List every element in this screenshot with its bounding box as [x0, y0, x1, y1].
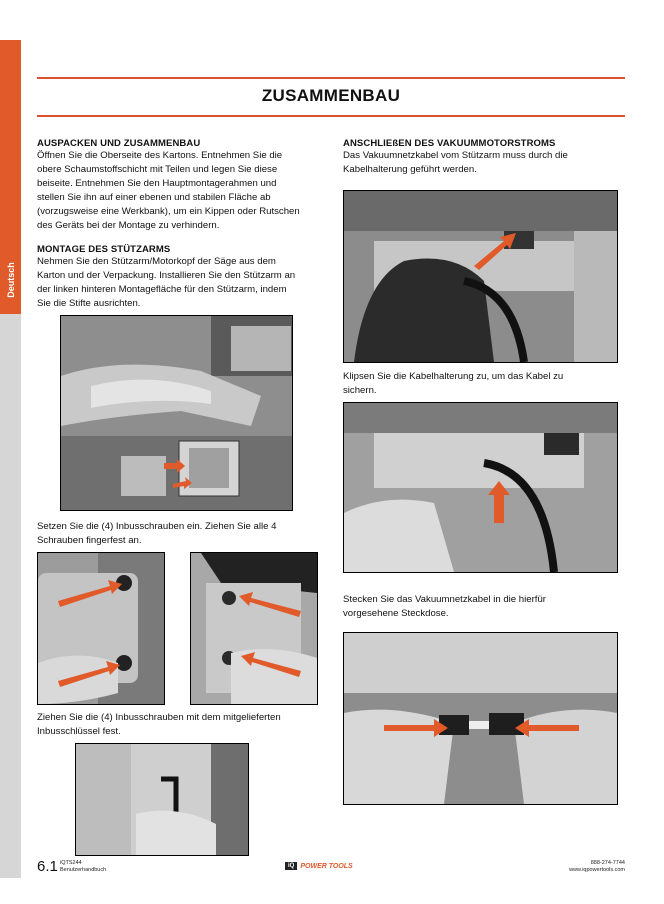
page-title: ZUSAMMENBAU	[261, 86, 401, 105]
text-line: Schrauben fingerfest an.	[37, 535, 142, 546]
text-line: Setzen Sie die (4) Inbusschrauben ein. Ziehen Sie alle 4	[37, 521, 277, 532]
footer-website: www.iqpowertools.com	[569, 867, 625, 873]
brand-logo	[285, 862, 353, 870]
text-line: Klipsen Sie die Kabelhalterung zu, um das Kabel zu	[343, 371, 564, 382]
text-line: Sie die Stifte ausrichten.	[37, 298, 141, 309]
text-line: Karton und der Verpackung. Installieren Sie den Stützarm an	[37, 270, 296, 281]
logo-text: POWER TOOLS	[300, 862, 353, 870]
text-line: Kabelhalterung geführt werden.	[343, 164, 477, 175]
text-line: Das Vakuumnetzkabel vom Stützarm muss durch die	[343, 150, 568, 161]
text-line: der linken hinteren Montagefläche für den Stützarm, indem	[37, 284, 287, 295]
text-line: Nehmen Sie den Stützarm/Motorkopf der Säge aus dem	[37, 256, 276, 267]
photo-clip-cable	[343, 402, 618, 573]
text-line: Stecken Sie das Vakuumnetzkabel in die hierfür	[343, 594, 547, 605]
header-rule-bottom	[37, 115, 625, 117]
header-rule-top	[37, 77, 625, 79]
photo-screws-left	[37, 552, 165, 705]
text-line: (vorzugsweise eine Werkbank), um ein Kippen oder Rutschen	[37, 206, 300, 217]
caption-clip-holder	[343, 370, 563, 398]
caption-insert-screws	[37, 520, 276, 548]
footer-model: iQTS244	[60, 860, 82, 866]
text-line: Inbusschlüssel fest.	[37, 726, 121, 737]
footer-manual: Benutzerhandbuch	[60, 867, 107, 873]
section-heading-unpacking: AUSPACKEN UND ZUSAMMENBAU	[37, 138, 201, 149]
text-line: beiseite. Entnehmen Sie den Hauptmontagerahmen und	[37, 178, 277, 189]
text-line: Ziehen Sie die (4) Inbusschrauben mit dem mitgelieferten	[37, 712, 281, 723]
footer-phone: 888-274-7744	[590, 860, 625, 866]
photo-cable-holder	[343, 190, 618, 363]
footer-contact	[569, 860, 625, 874]
text-line: vorgesehene Steckdose.	[343, 608, 449, 619]
text-line: sichern.	[343, 385, 377, 396]
photo-install-support-arm	[60, 315, 293, 511]
caption-plug-in	[343, 593, 546, 621]
footer-model-info	[60, 860, 106, 874]
photo-allen-key	[75, 743, 249, 856]
paragraph-support-arm	[37, 255, 295, 311]
logo-badge: iQ	[285, 862, 297, 870]
photo-plug-socket	[343, 632, 618, 805]
text-line: stellen Sie ihn auf einer ebenen und stabilen Fläche ab	[37, 192, 271, 203]
language-tab-label	[0, 250, 21, 310]
photo-screws-right	[190, 552, 318, 705]
text-line: obere Schaumstoffschicht mit Teilen und legen Sie diese	[37, 164, 278, 175]
section-heading-support-arm: MONTAGE DES STÜTZARMS	[37, 244, 171, 255]
text-line: des Geräts bei der Montage zu verhindern.	[37, 220, 220, 231]
section-heading-vacuum-power: ANSCHLIEßEN DES VAKUUMMOTORSTROMS	[343, 138, 556, 149]
language-tab-text: Deutsch	[5, 262, 16, 298]
paragraph-unpacking	[37, 149, 300, 233]
page-number: 6.1	[37, 858, 58, 875]
text-line: Öffnen Sie die Oberseite des Kartons. Entnehmen Sie die	[37, 150, 283, 161]
caption-tighten-screws	[37, 711, 281, 739]
paragraph-vacuum-power	[343, 149, 568, 177]
